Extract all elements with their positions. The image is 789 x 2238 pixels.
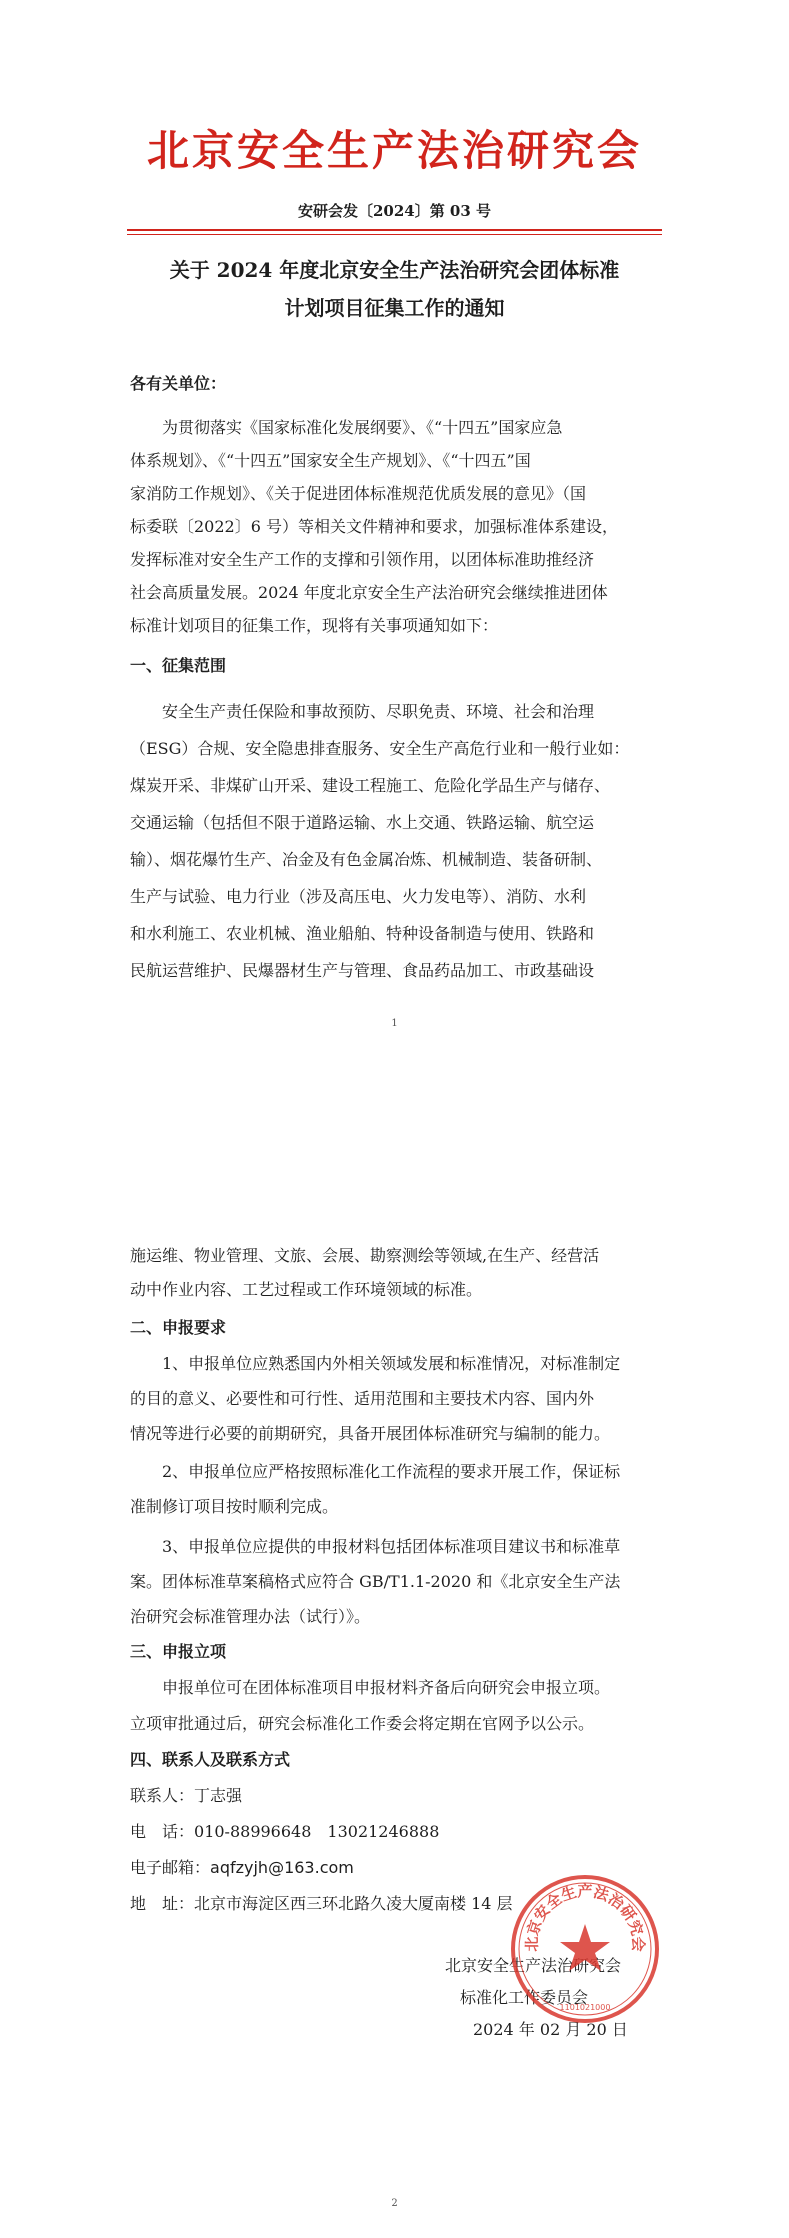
scope-line: 动中作业内容、工艺过程或工作环境领域的标准。	[130, 1280, 483, 1299]
page-number: 2	[391, 2198, 398, 2209]
notice-title-line1: 关于 2024 年度北京安全生产法治研究会团体标准	[169, 258, 620, 282]
email-label: 电子邮箱：	[130, 1858, 211, 1877]
intro-line: 家消防工作规划》、《关于促进团体标准规范优质发展的意见》（国	[130, 484, 587, 503]
scope-line: 煤炭开采、非煤矿山开采、建设工程施工、危险化学品生产与储存、	[130, 776, 611, 795]
signature-org: 北京安全生产法治研究会	[445, 1956, 622, 1975]
phone-label: 电 话：	[130, 1822, 195, 1841]
svg-text:北京安全生产法治研究会: 北京安全生产法治研究会	[522, 1882, 648, 1952]
application-line: 申报单位可在团体标准项目申报材料齐备后向研究会申报立项。	[162, 1678, 611, 1697]
notice-title-line2: 计划项目征集工作的通知	[284, 296, 505, 320]
requirement-line: 3、申报单位应提供的申报材料包括团体标准项目建议书和标准草	[162, 1537, 621, 1556]
requirement-line: 案。团体标准草案稿格式应符合 GB/T1.1-2020 和《北京安全生产法	[130, 1572, 621, 1591]
scope-line: （ESG）合规、安全隐患排查服务、安全生产高危行业和一般行业如：	[130, 739, 630, 758]
section-heading-scope: 一、征集范围	[130, 656, 227, 675]
salutation: 各有关单位：	[130, 374, 227, 393]
contact-person: 联系人：丁志强	[130, 1786, 243, 1805]
section-heading-requirements: 二、申报要求	[130, 1318, 227, 1337]
svg-text:1101021000: 1101021000	[559, 2003, 611, 2012]
signature-date: 2024 年 02 月 20 日	[473, 2020, 628, 2039]
org-name-heading: 北京安全生产法治研究会	[146, 126, 642, 175]
scope-line: 生产与试验、电力行业（涉及高压电、火力发电等）、消防、水利	[130, 887, 587, 906]
scope-line: 民航运营维护、民爆器材生产与管理、食品药品加工、市政基础设	[130, 961, 595, 980]
scope-line: 施运维、物业管理、文旅、会展、勘察测绘等领域,在生产、经营活	[130, 1246, 600, 1265]
requirement-line: 2、申报单位应严格按照标准化工作流程的要求开展工作，保证标	[162, 1462, 621, 1481]
official-seal-icon	[508, 1872, 662, 2026]
intro-line: 体系规划》、《“十四五”国家安全生产规划》、《“十四五”国	[130, 451, 531, 470]
intro-line: 发挥标准对安全生产工作的支撑和引领作用，以团体标准助推经济	[130, 550, 595, 569]
document-number: 安研会发〔2024〕第 03 号	[297, 202, 492, 220]
signature-committee: 标准化工作委员会	[460, 1988, 589, 2007]
intro-line: 为贯彻落实《国家标准化发展纲要》、《“十四五”国家应急	[162, 418, 563, 437]
page-number: 1	[391, 1018, 398, 1029]
application-line: 立项审批通过后，研究会标准化工作委会将定期在官网予以公示。	[130, 1714, 595, 1733]
phone-value: 010-88996648 13021246888	[194, 1822, 440, 1841]
address-label: 地 址：	[130, 1894, 195, 1913]
scope-line: 输）、烟花爆竹生产、冶金及有色金属冶炼、机械制造、装备研制、	[130, 850, 603, 869]
contact-phone	[130, 1822, 660, 1842]
requirement-line: 1、申报单位应熟悉国内外相关领域发展和标准情况，对标准制定	[162, 1354, 621, 1373]
requirement-line: 情况等进行必要的前期研究，具备开展团体标准研究与编制的能力。	[130, 1424, 611, 1443]
section-heading-contact: 四、联系人及联系方式	[130, 1750, 291, 1769]
scope-line: 安全生产责任保险和事故预防、尽职免责、环境、社会和治理	[162, 702, 595, 721]
scope-line: 和水利施工、农业机械、渔业船舶、特种设备制造与使用、铁路和	[130, 924, 595, 943]
requirement-line: 准制修订项目按时顺利完成。	[130, 1497, 339, 1516]
section-heading-application: 三、申报立项	[130, 1642, 227, 1661]
scope-line: 交通运输（包括但不限于道路运输、水上交通、铁路运输、航空运	[130, 813, 595, 832]
header-divider-thin	[127, 234, 662, 235]
address-value: 北京市海淀区西三环北路久凌大厦南楼 14 层	[194, 1894, 513, 1913]
intro-line: 社会高质量发展。2024 年度北京安全生产法治研究会继续推进团体	[130, 583, 608, 602]
intro-line: 标准计划项目的征集工作，现将有关事项通知如下：	[130, 616, 499, 635]
intro-line: 标委联〔2022〕6 号）等相关文件精神和要求，加强标准体系建设，	[130, 517, 618, 536]
email-value: aqfzyjh@163.com	[210, 1858, 354, 1877]
requirement-line: 治研究会标准管理办法（试行）》。	[130, 1607, 371, 1626]
header-divider	[127, 229, 662, 231]
requirement-line: 的目的意义、必要性和可行性、适用范围和主要技术内容、国内外	[130, 1389, 595, 1408]
